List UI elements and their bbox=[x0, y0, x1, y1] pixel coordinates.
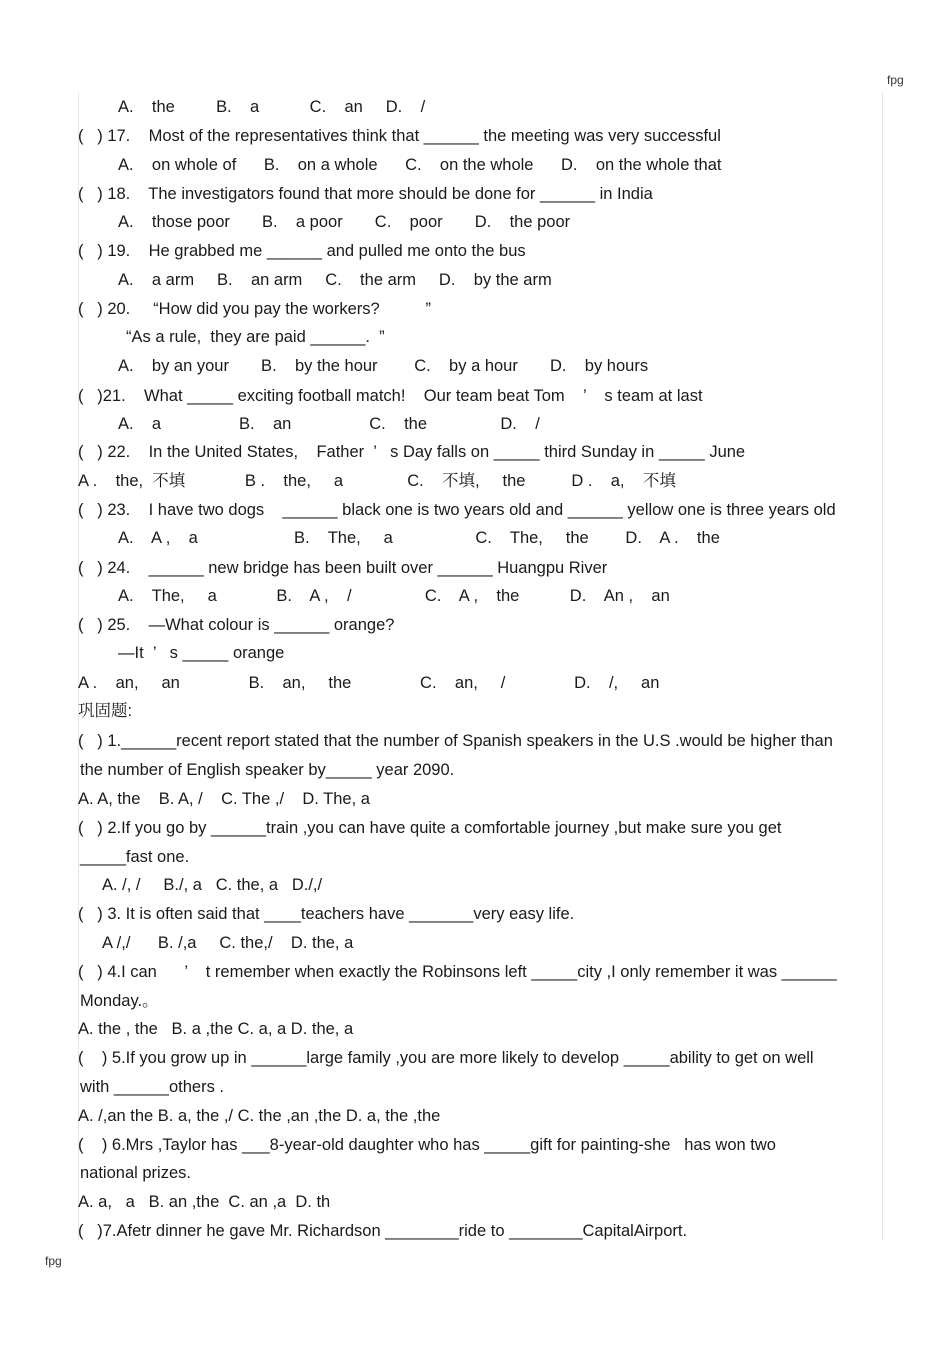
exercise-4-cont: Monday.。 bbox=[80, 992, 159, 1010]
exercise-1: ( ) 1.______recent report stated that the number of Spanish speakers in the U.S .would be higher than bbox=[78, 732, 833, 750]
question-17: ( ) 17. Most of the representatives think that ______ the meeting was very successful bbox=[78, 127, 721, 145]
section-heading-consolidation: 巩固题: bbox=[78, 702, 133, 720]
exercise-2-options: A. /, / B./, a C. the, a D./,/ bbox=[102, 876, 323, 894]
question-18: ( ) 18. The investigators found that more should be done for ______ in India bbox=[78, 185, 653, 203]
exercise-3-options: A /,/ B. /,a C. the,/ D. the, a bbox=[102, 934, 354, 952]
right-margin-line bbox=[882, 92, 883, 1240]
option-line-22: A . the, 不填 B . the, a C. 不填, the D . a, 不填 bbox=[78, 472, 676, 490]
exercise-5: ( ) 5.If you grow up in ______large family ,you are more likely to develop _____ability to get on well bbox=[78, 1049, 814, 1067]
exercise-2-cont: _____fast one. bbox=[80, 848, 190, 866]
option-line-23: A. A , a B. The, a C. The, the D. A . the bbox=[118, 529, 720, 547]
exercise-6-cont: national prizes. bbox=[80, 1164, 191, 1182]
option-line-17: A. on whole of B. on a whole C. on the whole D. on the whole that bbox=[118, 156, 722, 174]
option-line-24: A. The, a B. A , / C. A , the D. An , an bbox=[118, 587, 670, 605]
question-23: ( ) 23. I have two dogs ______ black one is two years old and ______ yellow one is three years old bbox=[78, 501, 836, 519]
question-24: ( ) 24. ______ new bridge has been built over ______ Huangpu River bbox=[78, 559, 608, 577]
option-line-25: A . an, an B. an, the C. an, / D. /, an bbox=[78, 674, 660, 692]
exercise-6-options: A. a, a B. an ,the C. an ,a D. th bbox=[78, 1193, 331, 1211]
option-line-19: A. a arm B. an arm C. the arm D. by the arm bbox=[118, 271, 552, 289]
question-25: ( ) 25. —What colour is ______ orange? bbox=[78, 616, 395, 634]
exercise-4: ( ) 4.I can ’ t remember when exactly the Robinsons left _____city ,I only remember it was ______ bbox=[78, 963, 837, 981]
exercise-4-options: A. the , the B. a ,the C. a, a D. the, a bbox=[78, 1020, 354, 1038]
question-21: ( )21. What _____ exciting football match! Our team beat Tom ’ s team at last bbox=[78, 387, 703, 405]
option-line-18: A. those poor B. a poor C. poor D. the poor bbox=[118, 213, 571, 231]
page-header-tag: fpg bbox=[887, 73, 904, 87]
exercise-5-options: A. /,an the B. a, the ,/ C. the ,an ,the D. a, the ,the bbox=[78, 1107, 441, 1125]
exercise-2: ( ) 2.If you go by ______train ,you can have quite a comfortable journey ,but make sure you get bbox=[78, 819, 782, 837]
page-footer-tag: fpg bbox=[45, 1254, 62, 1268]
option-line-21: A. a B. an C. the D. / bbox=[118, 415, 540, 433]
exercise-5-cont: with ______others . bbox=[80, 1078, 225, 1096]
exercise-3: ( ) 3. It is often said that ____teachers have _______very easy life. bbox=[78, 905, 575, 923]
exercise-7: ( )7.Afetr dinner he gave Mr. Richardson ________ride to ________CapitalAirport. bbox=[78, 1222, 688, 1240]
question-22: ( ) 22. In the United States, Father ’ s Day falls on _____ third Sunday in _____ June bbox=[78, 443, 746, 461]
option-line-20: A. by an your B. by the hour C. by a hour D. by hours bbox=[118, 357, 649, 375]
question-25-reply: —It ’ s _____ orange bbox=[118, 644, 285, 662]
option-line-16: A. the B. a C. an D. / bbox=[118, 98, 426, 116]
exercise-1-cont: the number of English speaker by_____ year 2090. bbox=[80, 761, 455, 779]
exercise-6: ( ) 6.Mrs ,Taylor has ___8-year-old daughter who has _____gift for painting-she has won two bbox=[78, 1136, 776, 1154]
question-20-reply: “As a rule, they are paid ______. ” bbox=[126, 328, 385, 346]
exercise-1-options: A. A, the B. A, / C. The ,/ D. The, a bbox=[78, 790, 370, 808]
question-19: ( ) 19. He grabbed me ______ and pulled me onto the bus bbox=[78, 242, 526, 260]
question-20: ( ) 20. “How did you pay the workers? ” bbox=[78, 300, 432, 318]
